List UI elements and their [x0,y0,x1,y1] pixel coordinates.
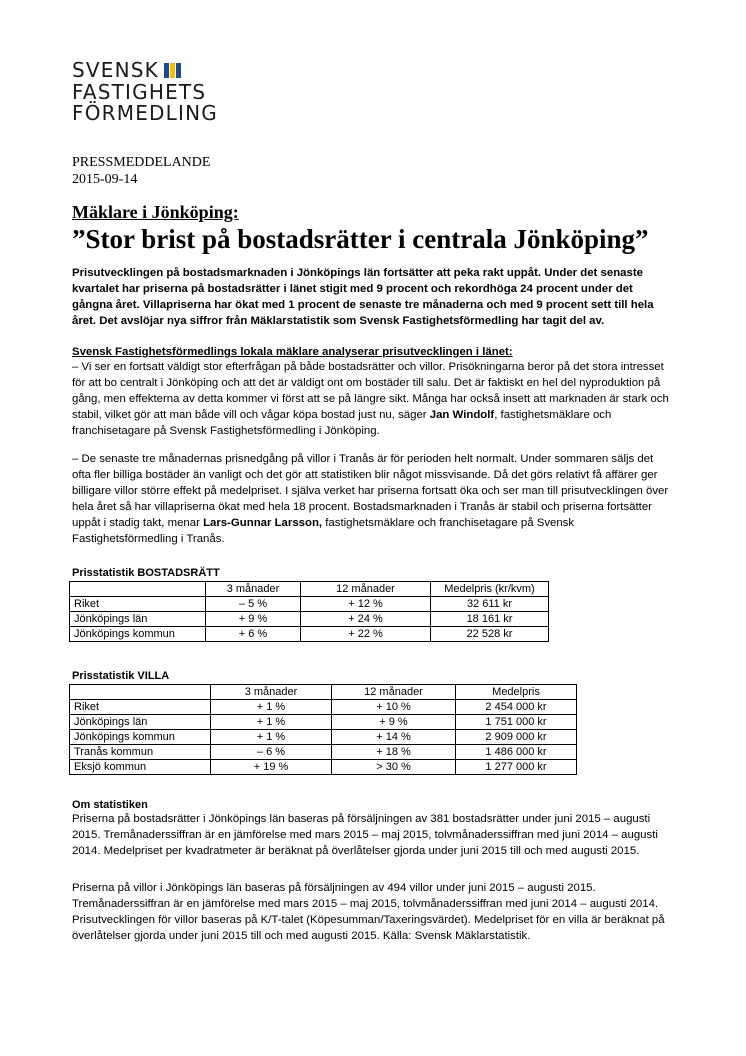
table-br-title: Prisstatistik BOSTADSRÄTT [72,567,220,579]
about-title: Om statistiken [72,799,148,811]
table-row: Riket + 1 % + 10 % 2 454 000 kr [70,700,577,715]
lead-paragraph: Prisutvecklingen på bostadsmarknaden i Jönköpings län fortsätter att peka rakt uppåt. Under det senaste kvartalet har priserna på bostadsrätter i länet stigit med 9 procent och rekordhöga 24 procent under det gångna året. Villapriserna har ökat med 1 procent de senaste tre månaderna och med 9 procent sett till hela året. Det avslöjar nya siffror från Mäklarstatistik som Svensk Fastighetsförmedling har tagit del av. [72,267,654,327]
table-bostadsratt [69,581,549,642]
about-paragraph-2: Priserna på villor i Jönköpings län baseras på försäljningen av 494 villor under juni 2015 – augusti 2015. Tremånaderssiffran är en jämförelse med mars 2015 – maj 2015, tolvmånaderssiffran med juni 2014 – augusti 2014. Prisutvecklingen för villor baseras på K/T-talet (Köpesumman/Taxeringsvärdet). Medelpriset för en villa är beräknat på överlåtelser gjorda under juni 2015 till och med augusti 2015. Källa: Svensk Mäklarstatistik. [72,882,665,942]
table-row: Eksjö kommun + 19 % > 30 % 1 277 000 kr [70,760,577,775]
quote-paragraph-2: – De senaste tre månadernas prisnedgång på villor i Tranås är för perioden helt normalt. Under sommaren säljs det ofta fler billiga bostäder än vanligt och det gör att statistiken blir något missvisande. Då det görs relativt få affärer ger billigare villor större effekt på medelpriset. I själva verket har priserna fortsatt öka och ser man till prisutvecklingen över hela året så har villapriserna ökat med hela 18 procent. Bostadsmarknaden i Tranås är stabil och priserna fortsätter uppåt i stadig takt, menar Lars-Gunnar Larsson, fastighetsmäklare och franchisetagare på Svensk Fastighetsförmedling i Tranås. [72,453,669,545]
table-row: Jönköpings kommun + 1 % + 14 % 2 909 000 kr [70,730,577,745]
table-row: Riket – 5 % + 12 % 32 611 kr [70,597,549,612]
table-row: Jönköpings kommun + 6 % + 22 % 22 528 kr [70,627,549,642]
logo-line-1: SVENSK [72,58,159,82]
about-paragraph-1: Priserna på bostadsrätter i Jönköpings län baseras på försäljningen av 381 bostadsrätter under juni 2015 – augusti 2015. Tremånaderssiffran är en jämförelse med mars 2015 – maj 2015, tolvmånaderssiffran med juni 2014 – augusti 2014. Medelpriset per kvadratmeter är beräknat på överlåtelser gjorda under juni 2015 till och med augusti 2015. [72,813,658,857]
table-header-row: 3 månader 12 månader Medelpris (kr/kvm) [70,582,549,597]
press-date: 2015-09-14 [72,172,138,187]
company-logo [72,60,218,125]
table-row: Jönköpings län + 9 % + 24 % 18 161 kr [70,612,549,627]
headline-title: ”Stor brist på bostadsrätter i centrala Jönköping” [72,224,649,254]
table-villa-title: Prisstatistik VILLA [72,670,170,682]
table-row: Jönköpings län + 1 % + 9 % 1 751 000 kr [70,715,577,730]
swedish-flag-icon [164,63,181,78]
logo-line-2: FASTIGHETS [72,79,207,104]
headline-kicker: Mäklare i Jönköping: [72,202,239,222]
quote-2-speaker: Lars-Gunnar Larsson, [203,516,323,529]
press-header [72,154,210,188]
logo-line-3: FÖRMEDLING [72,101,218,125]
quote-1-speaker: Jan Windolf [429,408,495,421]
section-subheading: Svensk Fastighetsförmedlings lokala mäklare analyserar prisutvecklingen i länet: [72,346,513,358]
press-label: PRESSMEDDELANDE [72,155,211,170]
table-row: Tranås kommun – 6 % + 18 % 1 486 000 kr [70,745,577,760]
quote-paragraph-1: – Vi ser en fortsatt väldigt stor efterfrågan på både bostadsrätter och villor. Prisökningarna beror på det stora intresset för att bo centralt i Jönköping och att det är väldigt ont om bostäder till salu. Det är faktiskt en hel del nyproduktion på gång, men effekterna av detta kommer vi först att se på längre sikt. Många har också insett att marknaden är stark och stabil, vilket gör att man både vill och vågar köpa bostad just nu, säger Jan Windolf, fastighetsmäklare och franchisetagare på Svensk Fastighetsförmedling i Jönköping. [72,361,669,437]
table-villa [69,684,577,775]
table-header-row: 3 månader 12 månader Medelpris [70,685,577,700]
